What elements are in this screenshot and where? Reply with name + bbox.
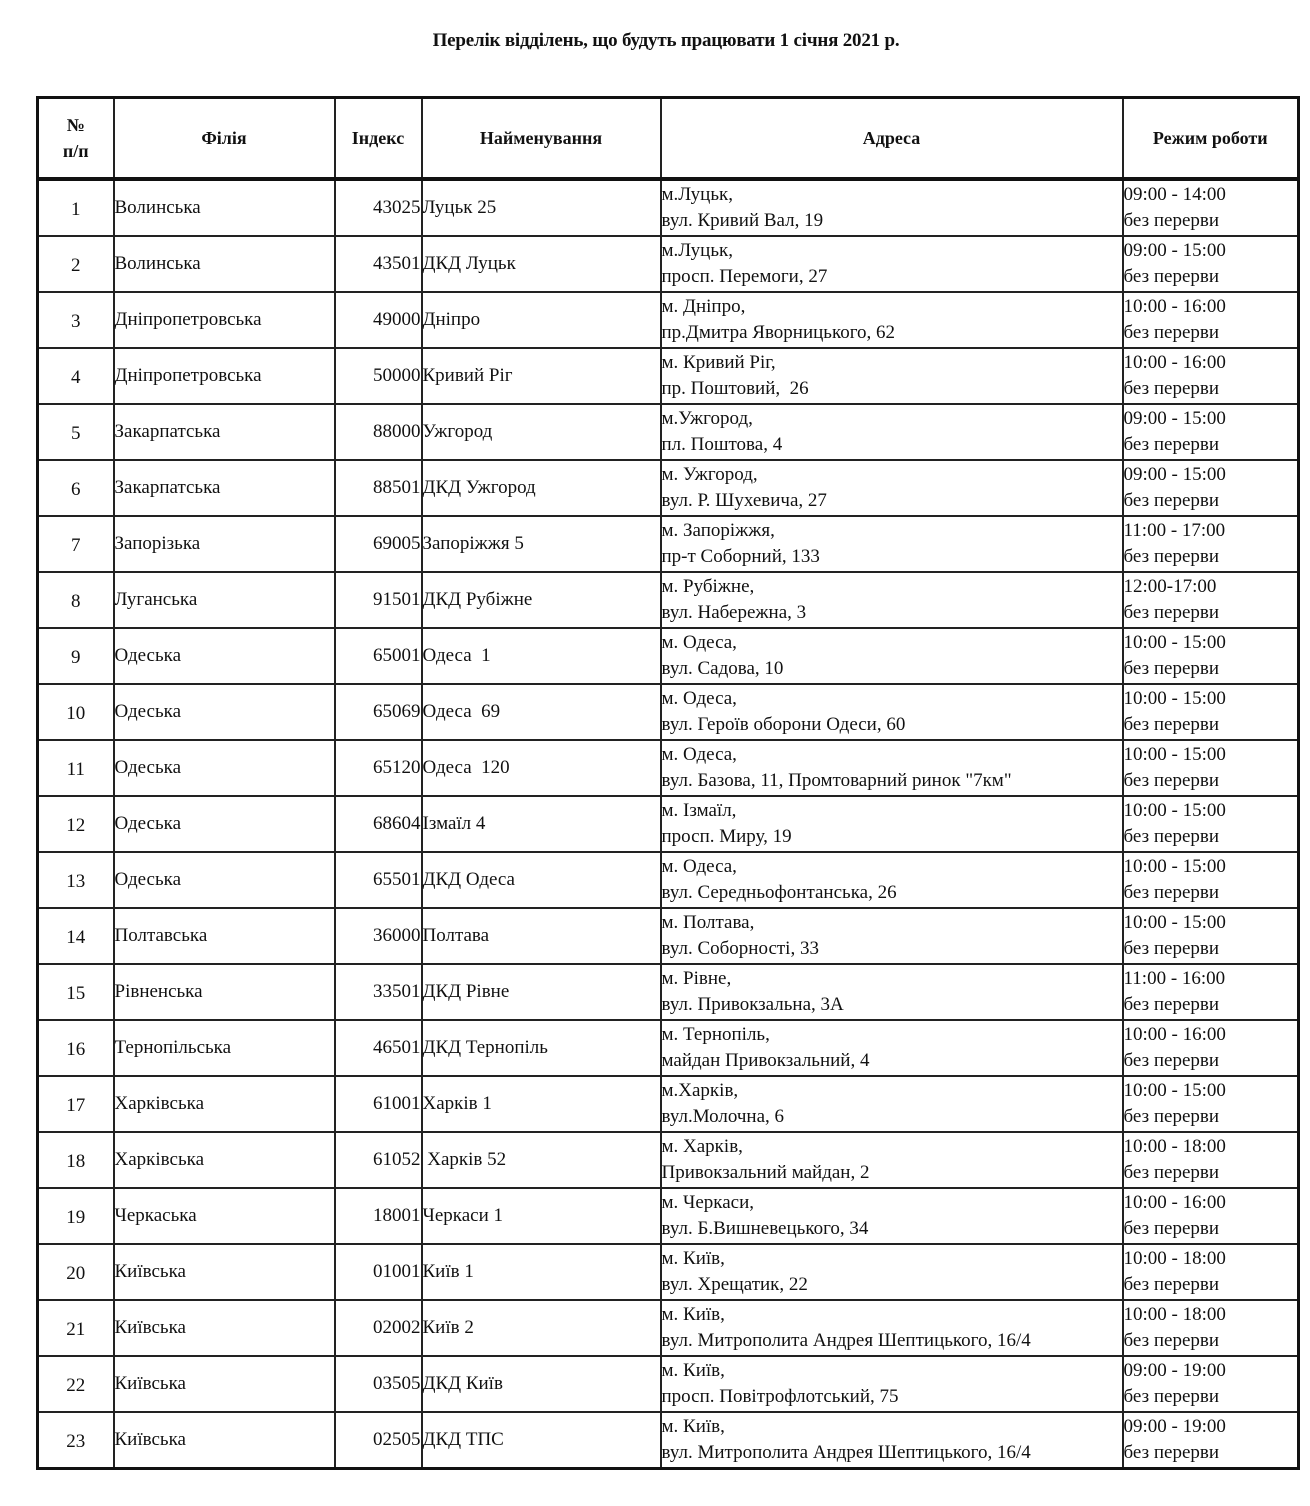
cell-index: 91501 [335, 572, 422, 628]
working-hours: 09:00 - 14:00 [1123, 184, 1226, 205]
cell-mode [1123, 1412, 1299, 1469]
row-number: 10 [66, 703, 86, 724]
table-row [38, 1132, 1299, 1188]
cell-index: 68604 [335, 796, 422, 852]
cell-index: 61052 [335, 1132, 422, 1188]
address-city: м. Рівне, [661, 968, 732, 989]
working-hours: 10:00 - 16:00 [1123, 352, 1226, 373]
address-street: вул. Митрополита Андрея Шептицького, 16/4 [661, 1442, 1031, 1463]
address-city: м. Київ, [661, 1416, 725, 1437]
cell-branch: Київська [114, 1356, 335, 1412]
working-hours: 09:00 - 19:00 [1123, 1360, 1226, 1381]
row-number: 21 [66, 1319, 86, 1340]
cell-name: ДКД Рівне [422, 964, 661, 1020]
header-number [38, 98, 114, 180]
document-title: Перелік відділень, що будуть працювати 1 січня 2021 р. [432, 30, 900, 51]
address-city: м. Полтава, [661, 912, 755, 933]
cell-mode [1123, 292, 1299, 348]
row-number: 16 [66, 1039, 86, 1060]
address-city: м.Ужгород, [661, 408, 753, 429]
address-city: м. Черкаси, [661, 1192, 755, 1213]
address-city: м. Київ, [661, 1304, 725, 1325]
address-city: м. Київ, [661, 1248, 725, 1269]
working-hours: 10:00 - 15:00 [1123, 856, 1226, 877]
cell-branch: Одеська [114, 740, 335, 796]
cell-address [661, 516, 1123, 572]
address-city: м. Одеса, [661, 688, 737, 709]
cell-mode [1123, 1076, 1299, 1132]
cell-index: 46501 [335, 1020, 422, 1076]
address-city: м. Кривий Ріг, [661, 352, 776, 373]
cell-mode [1123, 236, 1299, 292]
address-city: м. Одеса, [661, 744, 737, 765]
cell-index: 69005 [335, 516, 422, 572]
break-note: без перерви [1123, 378, 1220, 399]
cell-number [38, 404, 114, 460]
cell-mode [1123, 1356, 1299, 1412]
break-note: без перерви [1123, 1274, 1220, 1295]
cell-name: Запоріжжя 5 [422, 516, 661, 572]
cell-number [38, 1020, 114, 1076]
working-hours: 10:00 - 15:00 [1123, 632, 1226, 653]
address-street: вул. Базова, 11, Промтоварний ринок "7км" [661, 770, 1012, 791]
cell-address [661, 1356, 1123, 1412]
address-city: м. Тернопіль, [661, 1024, 770, 1045]
row-number: 14 [66, 927, 86, 948]
cell-address [661, 852, 1123, 908]
address-street: пр. Поштовий, 26 [661, 378, 809, 399]
break-note: без перерви [1123, 882, 1220, 903]
cell-mode [1123, 852, 1299, 908]
cell-name: Ізмаїл 4 [422, 796, 661, 852]
table-row [38, 796, 1299, 852]
working-hours: 10:00 - 15:00 [1123, 912, 1226, 933]
cell-mode [1123, 516, 1299, 572]
row-number: 15 [66, 983, 86, 1004]
address-street: вул. Б.Вишневецького, 34 [661, 1218, 869, 1239]
working-hours: 10:00 - 18:00 [1123, 1248, 1226, 1269]
cell-index: 36000 [335, 908, 422, 964]
break-note: без перерви [1123, 434, 1220, 455]
row-number: 23 [66, 1431, 86, 1452]
cell-address [661, 964, 1123, 1020]
cell-number [38, 852, 114, 908]
break-note: без перерви [1123, 490, 1220, 511]
table-row [38, 516, 1299, 572]
break-note: без перерви [1123, 714, 1220, 735]
row-number: 6 [71, 479, 81, 500]
row-number: 3 [71, 311, 81, 332]
cell-branch: Дніпропетровська [114, 292, 335, 348]
break-note: без перерви [1123, 602, 1220, 623]
working-hours: 10:00 - 15:00 [1123, 688, 1226, 709]
cell-address [661, 348, 1123, 404]
cell-branch: Київська [114, 1244, 335, 1300]
cell-mode [1123, 740, 1299, 796]
working-hours: 10:00 - 15:00 [1123, 744, 1226, 765]
row-number: 4 [71, 367, 81, 388]
cell-branch: Одеська [114, 684, 335, 740]
cell-mode [1123, 460, 1299, 516]
break-note: без перерви [1123, 1442, 1220, 1463]
table-row [38, 908, 1299, 964]
address-street: вул. Р. Шухевича, 27 [661, 490, 827, 511]
address-street: вул. Середньофонтанська, 26 [661, 882, 897, 903]
cell-mode [1123, 1188, 1299, 1244]
table-row [38, 1244, 1299, 1300]
table-row [38, 1188, 1299, 1244]
cell-address [661, 1132, 1123, 1188]
working-hours: 09:00 - 15:00 [1123, 240, 1226, 261]
cell-name: ДКД ТПС [422, 1412, 661, 1469]
cell-branch: Київська [114, 1300, 335, 1356]
address-street: вул.Молочна, 6 [661, 1106, 785, 1127]
cell-address [661, 684, 1123, 740]
cell-mode [1123, 1300, 1299, 1356]
row-number: 2 [71, 255, 81, 276]
row-number: 5 [71, 423, 81, 444]
break-note: без перерви [1123, 1106, 1220, 1127]
cell-branch: Харківська [114, 1132, 335, 1188]
cell-address [661, 1188, 1123, 1244]
cell-index: 49000 [335, 292, 422, 348]
working-hours: 10:00 - 15:00 [1123, 800, 1226, 821]
table-header-row [38, 98, 1299, 180]
break-note: без перерви [1123, 266, 1220, 287]
break-note: без перерви [1123, 658, 1220, 679]
address-street: вул. Соборності, 33 [661, 938, 819, 959]
cell-number [38, 179, 114, 236]
working-hours: 11:00 - 16:00 [1123, 968, 1226, 989]
table-row [38, 236, 1299, 292]
cell-index: 03505 [335, 1356, 422, 1412]
working-hours: 09:00 - 15:00 [1123, 408, 1226, 429]
cell-number [38, 1356, 114, 1412]
table-row [38, 1076, 1299, 1132]
cell-branch: Одеська [114, 628, 335, 684]
table-row [38, 179, 1299, 236]
cell-mode [1123, 179, 1299, 236]
address-street: вул. Набережна, 3 [661, 602, 807, 623]
cell-mode [1123, 628, 1299, 684]
table-row [38, 1300, 1299, 1356]
row-number: 12 [66, 815, 86, 836]
cell-mode [1123, 964, 1299, 1020]
working-hours: 10:00 - 16:00 [1123, 1024, 1226, 1045]
address-street: пр-т Соборний, 133 [661, 546, 820, 567]
table-row [38, 740, 1299, 796]
table-row [38, 1356, 1299, 1412]
cell-address [661, 572, 1123, 628]
address-city: м. Дніпро, [661, 296, 746, 317]
header-mode: Режим роботи [1123, 98, 1299, 180]
cell-mode [1123, 404, 1299, 460]
working-hours: 10:00 - 16:00 [1123, 1192, 1226, 1213]
cell-index: 65001 [335, 628, 422, 684]
address-street: майдан Привокзальний, 4 [661, 1050, 870, 1071]
address-street: просп. Миру, 19 [661, 826, 792, 847]
address-city: м. Ізмаїл, [661, 800, 737, 821]
cell-mode [1123, 908, 1299, 964]
header-number-symbol: № [66, 115, 85, 135]
break-note: без перерви [1123, 1330, 1220, 1351]
address-street: Привокзальний майдан, 2 [661, 1162, 870, 1183]
cell-index: 65501 [335, 852, 422, 908]
cell-name: Одеса 120 [422, 740, 661, 796]
address-street: вул. Хрещатик, 22 [661, 1274, 808, 1295]
break-note: без перерви [1123, 994, 1220, 1015]
row-number: 9 [71, 647, 81, 668]
cell-name: ДКД Луцьк [422, 236, 661, 292]
break-note: без перерви [1123, 1386, 1220, 1407]
cell-mode [1123, 1132, 1299, 1188]
cell-mode [1123, 684, 1299, 740]
break-note: без перерви [1123, 546, 1220, 567]
cell-number [38, 1076, 114, 1132]
cell-address [661, 179, 1123, 236]
table-row [38, 1412, 1299, 1469]
cell-address [661, 1020, 1123, 1076]
cell-number [38, 348, 114, 404]
header-branch: Філія [114, 98, 335, 180]
cell-index: 88000 [335, 404, 422, 460]
cell-index: 65069 [335, 684, 422, 740]
cell-address [661, 796, 1123, 852]
address-city: м.Луцьк, [661, 184, 734, 205]
cell-address [661, 292, 1123, 348]
header-index: Індекс [335, 98, 422, 180]
address-street: вул. Привокзальна, 3А [661, 994, 844, 1015]
working-hours: 10:00 - 16:00 [1123, 296, 1226, 317]
address-street: вул. Героїв оборони Одеси, 60 [661, 714, 906, 735]
break-note: без перерви [1123, 1050, 1220, 1071]
row-number: 11 [66, 759, 85, 780]
cell-branch: Закарпатська [114, 404, 335, 460]
cell-number [38, 684, 114, 740]
break-note: без перерви [1123, 938, 1220, 959]
address-street: пл. Поштова, 4 [661, 434, 783, 455]
cell-index: 43501 [335, 236, 422, 292]
cell-index: 01001 [335, 1244, 422, 1300]
cell-branch: Запорізька [114, 516, 335, 572]
address-city: м. Ужгород, [661, 464, 758, 485]
cell-number [38, 1244, 114, 1300]
table-row [38, 1020, 1299, 1076]
table-row [38, 348, 1299, 404]
cell-branch: Рівненська [114, 964, 335, 1020]
cell-number [38, 628, 114, 684]
table-row [38, 460, 1299, 516]
address-city: м.Луцьк, [661, 240, 734, 261]
table-row [38, 404, 1299, 460]
cell-name: Харків 1 [422, 1076, 661, 1132]
cell-branch: Волинська [114, 236, 335, 292]
cell-mode [1123, 1244, 1299, 1300]
cell-number [38, 1188, 114, 1244]
working-hours: 10:00 - 18:00 [1123, 1304, 1226, 1325]
cell-index: 02505 [335, 1412, 422, 1469]
cell-number [38, 572, 114, 628]
cell-branch: Харківська [114, 1076, 335, 1132]
cell-branch: Дніпропетровська [114, 348, 335, 404]
cell-mode [1123, 796, 1299, 852]
working-hours: 11:00 - 17:00 [1123, 520, 1226, 541]
address-street: вул. Кривий Вал, 19 [661, 210, 824, 231]
cell-number [38, 908, 114, 964]
address-street: пр.Дмитра Яворницького, 62 [661, 322, 896, 343]
cell-address [661, 1412, 1123, 1469]
row-number: 13 [66, 871, 86, 892]
cell-name: Луцьк 25 [422, 179, 661, 236]
table-row [38, 964, 1299, 1020]
cell-address [661, 1076, 1123, 1132]
row-number: 20 [66, 1263, 86, 1284]
cell-number [38, 740, 114, 796]
address-city: м. Рубіжне, [661, 576, 755, 597]
cell-number [38, 236, 114, 292]
row-number: 22 [66, 1375, 86, 1396]
cell-address [661, 740, 1123, 796]
break-note: без перерви [1123, 1162, 1220, 1183]
cell-branch: Одеська [114, 796, 335, 852]
cell-number [38, 292, 114, 348]
cell-number [38, 460, 114, 516]
cell-mode [1123, 348, 1299, 404]
cell-name: ДКД Одеса [422, 852, 661, 908]
table-row [38, 852, 1299, 908]
cell-name: Одеса 1 [422, 628, 661, 684]
break-note: без перерви [1123, 1218, 1220, 1239]
cell-name: Ужгород [422, 404, 661, 460]
cell-name: ДКД Тернопіль [422, 1020, 661, 1076]
cell-name: Кривий Ріг [422, 348, 661, 404]
cell-name: Київ 1 [422, 1244, 661, 1300]
cell-number [38, 516, 114, 572]
cell-branch: Одеська [114, 852, 335, 908]
cell-address [661, 1300, 1123, 1356]
row-number: 18 [66, 1151, 86, 1172]
working-hours: 09:00 - 19:00 [1123, 1416, 1226, 1437]
cell-number [38, 1300, 114, 1356]
cell-address [661, 460, 1123, 516]
cell-index: 50000 [335, 348, 422, 404]
address-city: м. Одеса, [661, 632, 737, 653]
table-row [38, 292, 1299, 348]
cell-name: Харків 52 [422, 1132, 661, 1188]
cell-index: 02002 [335, 1300, 422, 1356]
address-city: м. Запоріжжя, [661, 520, 775, 541]
header-name: Найменування [422, 98, 661, 180]
cell-branch: Луганська [114, 572, 335, 628]
cell-name: Черкаси 1 [422, 1188, 661, 1244]
header-address: Адреса [661, 98, 1123, 180]
cell-number [38, 964, 114, 1020]
cell-name: ДКД Ужгород [422, 460, 661, 516]
cell-address [661, 1244, 1123, 1300]
cell-index: 65120 [335, 740, 422, 796]
address-city: м.Харків, [661, 1080, 739, 1101]
cell-name: Київ 2 [422, 1300, 661, 1356]
working-hours: 10:00 - 15:00 [1123, 1080, 1226, 1101]
branches-table [36, 96, 1300, 1470]
cell-name: Дніпро [422, 292, 661, 348]
break-note: без перерви [1123, 826, 1220, 847]
cell-index: 88501 [335, 460, 422, 516]
cell-number [38, 796, 114, 852]
row-number: 17 [66, 1095, 86, 1116]
table-row [38, 684, 1299, 740]
cell-address [661, 628, 1123, 684]
cell-index: 33501 [335, 964, 422, 1020]
cell-address [661, 404, 1123, 460]
row-number: 7 [71, 535, 81, 556]
cell-number [38, 1412, 114, 1469]
working-hours: 09:00 - 15:00 [1123, 464, 1226, 485]
working-hours: 12:00-17:00 [1123, 576, 1217, 597]
address-city: м. Одеса, [661, 856, 737, 877]
table-row [38, 572, 1299, 628]
address-street: просп. Повітрофлотський, 75 [661, 1386, 899, 1407]
cell-name: ДКД Київ [422, 1356, 661, 1412]
cell-number [38, 1132, 114, 1188]
cell-index: 61001 [335, 1076, 422, 1132]
row-number: 1 [71, 199, 81, 220]
cell-branch: Закарпатська [114, 460, 335, 516]
header-number-label: п/п [62, 141, 89, 161]
break-note: без перерви [1123, 770, 1220, 791]
cell-address [661, 236, 1123, 292]
row-number: 8 [71, 591, 81, 612]
break-note: без перерви [1123, 322, 1220, 343]
cell-branch: Київська [114, 1412, 335, 1469]
cell-branch: Полтавська [114, 908, 335, 964]
row-number: 19 [66, 1207, 86, 1228]
address-street: просп. Перемоги, 27 [661, 266, 828, 287]
cell-branch: Черкаська [114, 1188, 335, 1244]
table-row [38, 628, 1299, 684]
working-hours: 10:00 - 18:00 [1123, 1136, 1226, 1157]
cell-mode [1123, 1020, 1299, 1076]
cell-index: 43025 [335, 179, 422, 236]
address-street: вул. Митрополита Андрея Шептицького, 16/4 [661, 1330, 1031, 1351]
address-street: вул. Садова, 10 [661, 658, 784, 679]
cell-name: Полтава [422, 908, 661, 964]
cell-name: Одеса 69 [422, 684, 661, 740]
address-city: м. Харків, [661, 1136, 743, 1157]
cell-address [661, 908, 1123, 964]
address-city: м. Київ, [661, 1360, 725, 1381]
cell-mode [1123, 572, 1299, 628]
cell-branch: Тернопільська [114, 1020, 335, 1076]
break-note: без перерви [1123, 210, 1220, 231]
cell-name: ДКД Рубіжне [422, 572, 661, 628]
cell-index: 18001 [335, 1188, 422, 1244]
cell-branch: Волинська [114, 179, 335, 236]
